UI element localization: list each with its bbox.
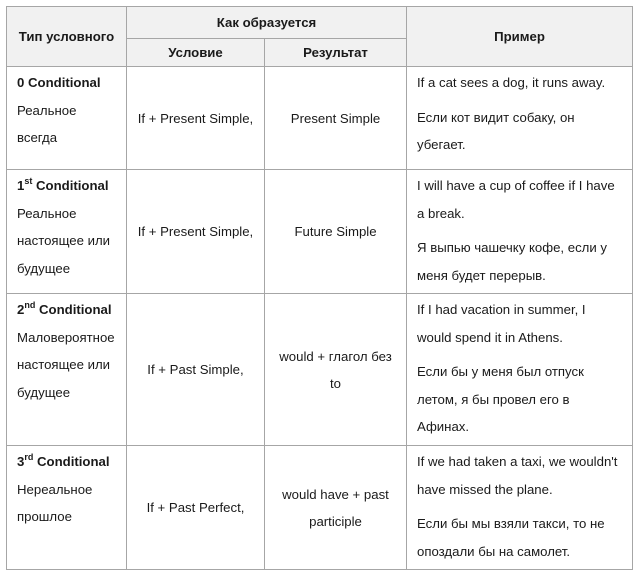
- example-cell: [407, 446, 633, 570]
- conditional-description: Нереальное прошлое: [17, 481, 93, 524]
- example-english: If we had taken a taxi, we wouldn't have missed the plane.: [417, 454, 618, 497]
- conditional-description: Реальное всегда: [17, 102, 77, 145]
- example-russian: Если бы у меня был отпуск летом, я бы провел его в Афинах.: [417, 364, 584, 434]
- condition-cell: If + Past Perfect,: [127, 446, 265, 570]
- conditional-name: 2nd Conditional: [17, 300, 112, 317]
- example-russian: Если бы мы взяли такси, то не опоздали бы на самолет.: [417, 516, 605, 559]
- header-formation: Как образуется: [127, 7, 407, 39]
- table-row: [7, 294, 633, 446]
- condition-cell: If + Present Simple,: [127, 170, 265, 294]
- condition-cell: If + Past Simple,: [127, 294, 265, 446]
- example-cell: [407, 294, 633, 446]
- result-cell: Present Simple: [265, 67, 407, 170]
- header-condition: Условие: [127, 39, 265, 67]
- condition-cell: If + Present Simple,: [127, 67, 265, 170]
- conditional-name: 3rd Conditional: [17, 452, 110, 469]
- example-english: If I had vacation in summer, I would spend it in Athens.: [417, 302, 586, 345]
- conditional-description: Реальное настоящее или будущее: [17, 205, 111, 276]
- conditionals-table: [6, 6, 633, 570]
- example-english: I will have a cup of coffee if I have a break.: [417, 178, 615, 221]
- example-cell: [407, 170, 633, 294]
- header-type: Тип условного: [7, 7, 127, 67]
- type-cell: [7, 170, 127, 294]
- example-russian: Я выпью чашечку кофе, если у меня будет перерыв.: [417, 240, 607, 283]
- result-cell: would have + past participle: [265, 446, 407, 570]
- header-result: Результат: [265, 39, 407, 67]
- type-cell: [7, 446, 127, 570]
- result-cell: Future Simple: [265, 170, 407, 294]
- conditional-name: 0 Conditional: [17, 75, 101, 90]
- result-cell: would + глагол без to: [265, 294, 407, 446]
- example-english: If a cat sees a dog, it runs away.: [417, 75, 606, 90]
- conditional-description: Маловероятное настоящее или будущее: [17, 329, 115, 400]
- type-cell: [7, 294, 127, 446]
- conditional-name: 1st Conditional: [17, 176, 109, 193]
- table-row: [7, 446, 633, 570]
- type-cell: [7, 67, 127, 170]
- example-russian: Если кот видит собаку, он убегает.: [417, 109, 575, 152]
- table-row: [7, 170, 633, 294]
- header-example: Пример: [407, 7, 633, 67]
- example-cell: [407, 67, 633, 170]
- table-row: [7, 67, 633, 170]
